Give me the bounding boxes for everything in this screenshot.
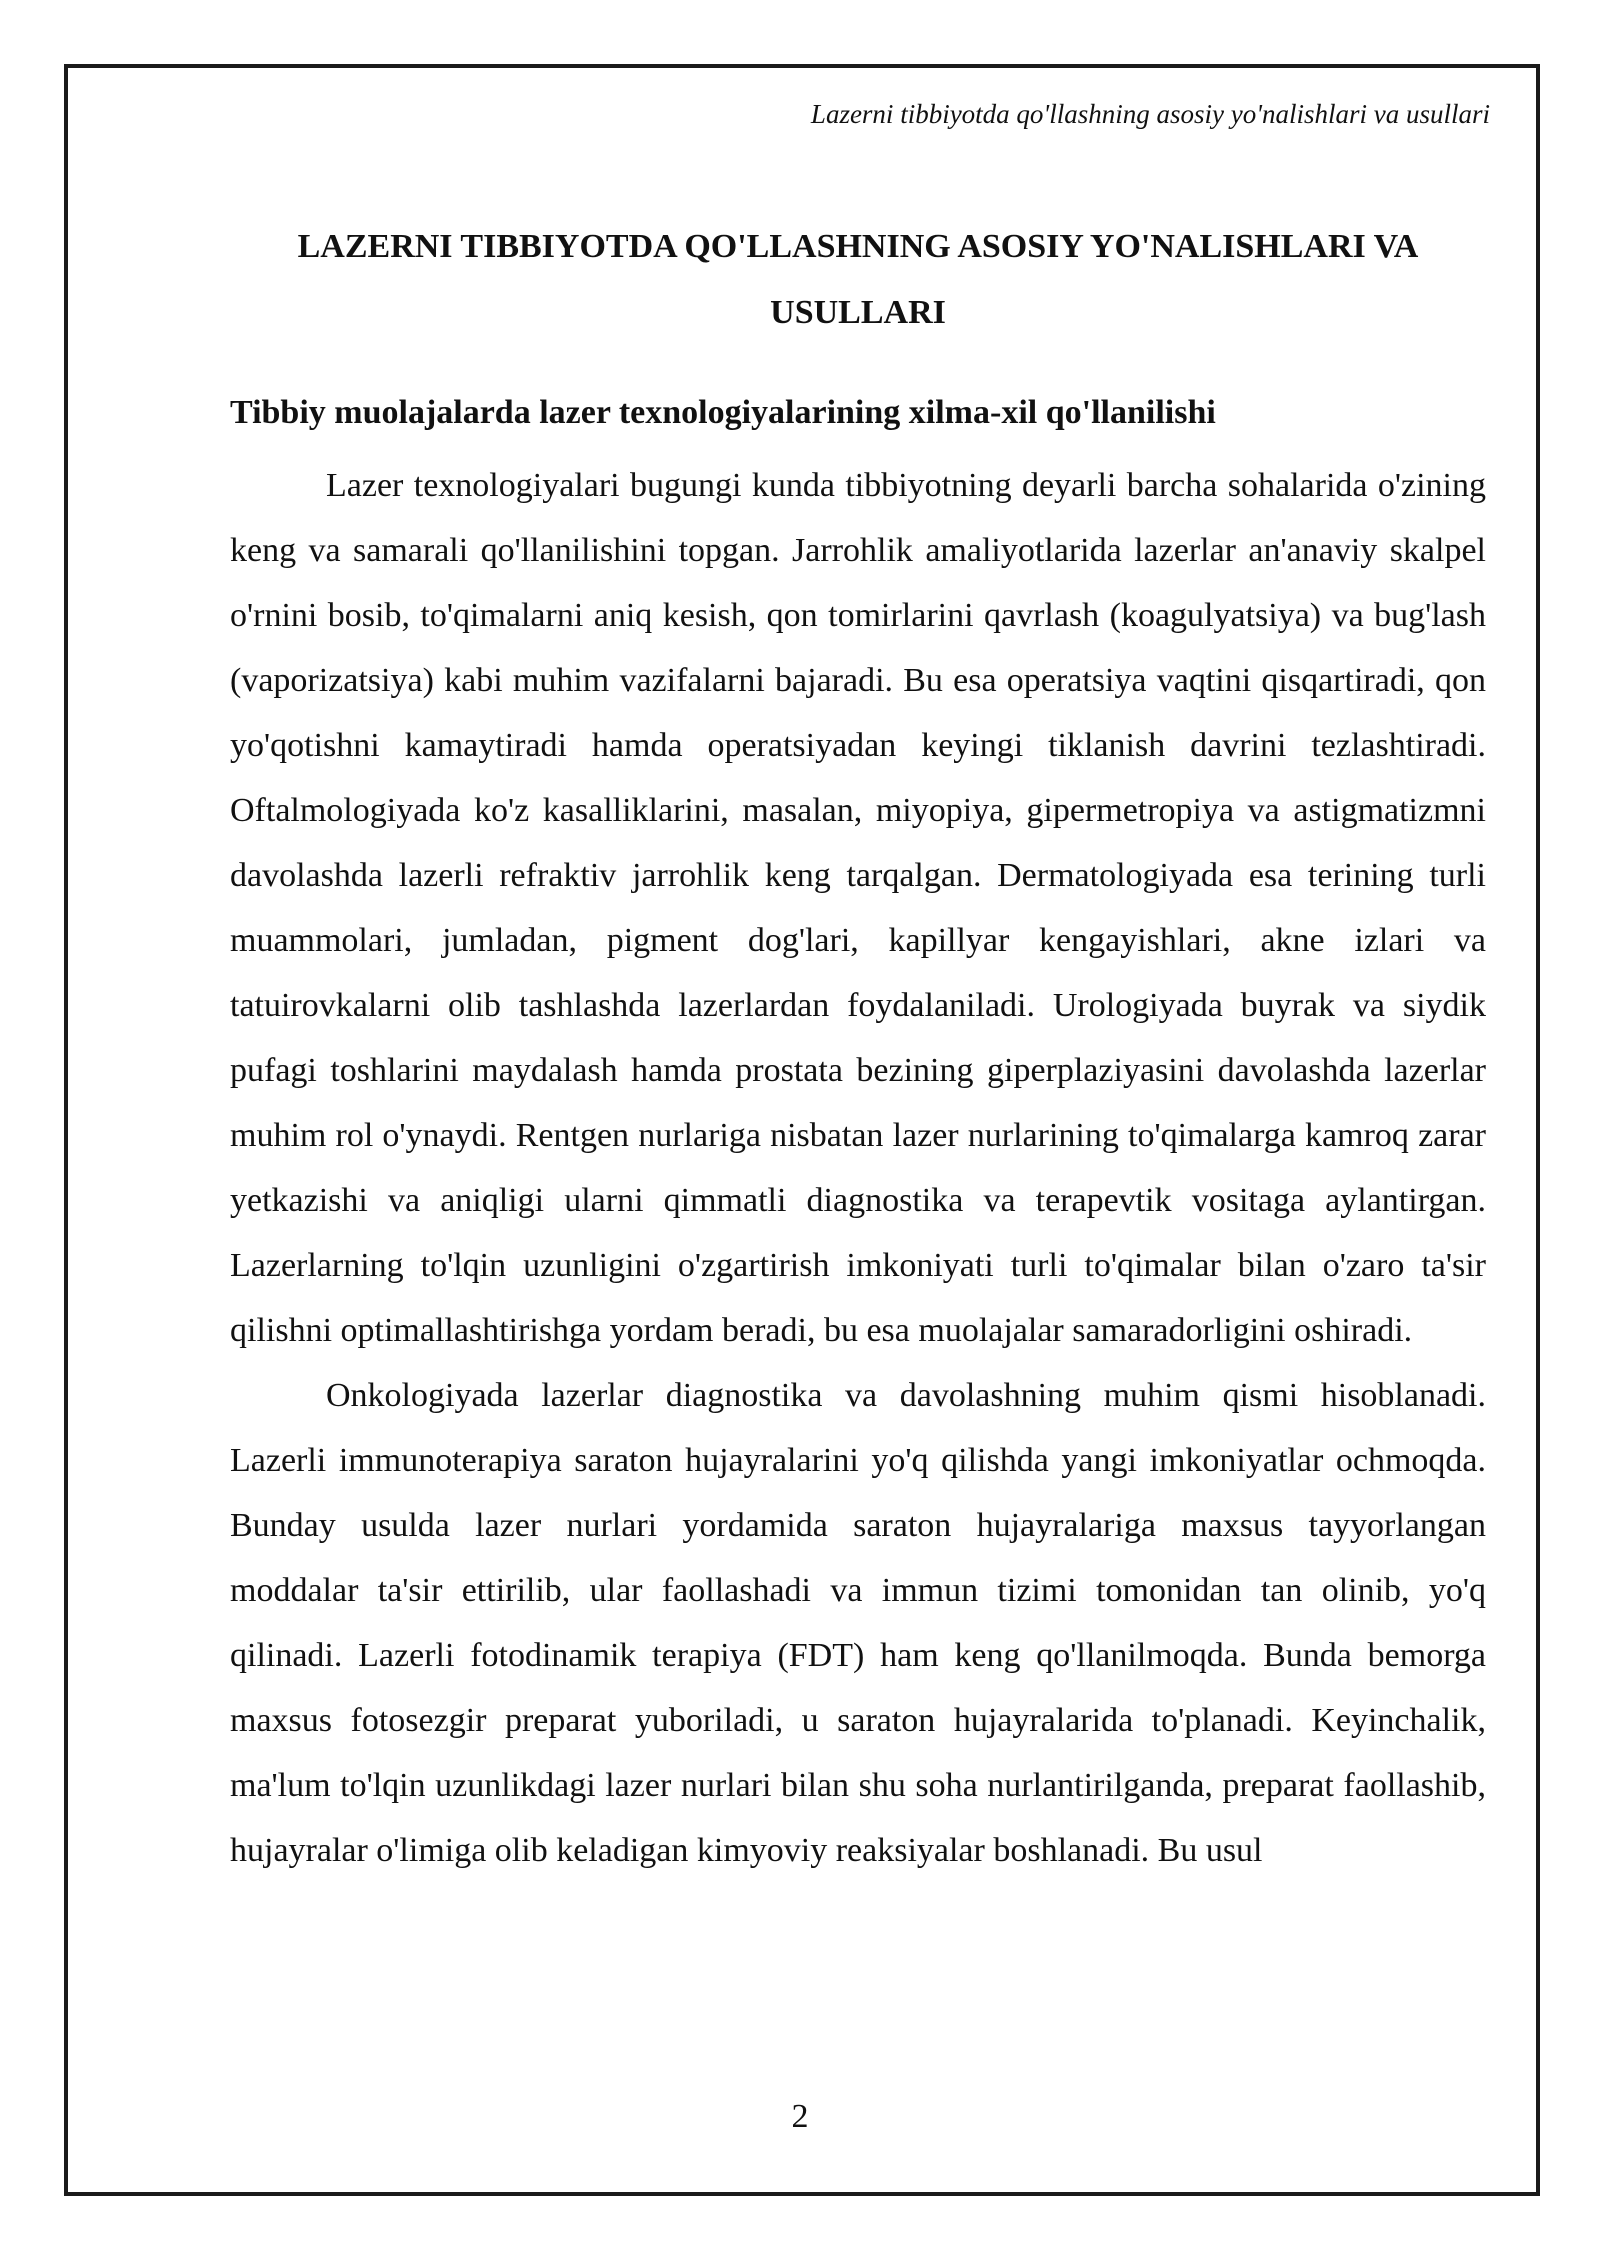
- body-paragraph: Lazer texnologiyalari bugungi kunda tibbiyotning deyarli barcha sohalarida o'zining keng va samarali qo'llanilishini topgan. Jarrohlik amaliyotlarida lazerlar an'anaviy skalpel o'rnini bosib, to'qimalarni aniq kesish, qon tomirlarini qavrlash (koagulyatsiya) va bug'lash (vaporizatsiya) kabi muhim vazifalarni bajaradi. Bu esa operatsiya vaqtini qisqartiradi, qon yo'qotishni kamaytiradi hamda operatsiyadan keyingi tiklanish davrini tezlashtiradi. Oftalmologiyada ko'z kasalliklarini, masalan, miyopiya, gipermetropiya va astigmatizmni davolashda lazerli refraktiv jarrohlik keng tarqalgan. Dermatologiyada esa terining turli muammolari, jumladan, pigment dog'lari, kapillyar kengayishlari, akne izlari va tatuirovkalarni olib tashlashda lazerlardan foydalaniladi. Urologiyada buyrak va siydik pufagi toshlarini maydalash hamda prostata bezining giperplaziyasini davolashda lazerlar muhim rol o'ynaydi. Rentgen nurlariga nisbatan lazer nurlarining to'qimalarga kamroq zarar yetkazishi va aniqligi ularni qimmatli diagnostika va terapevtik vositaga aylantirgan. Lazerlarning to'lqin uzunligini o'zgartirish imkoniyati turli to'qimalar bilan o'zaro ta'sir qilishni optimallashtirishga yordam beradi, bu esa muolajalar samaradorligini oshiradi.: [230, 467, 1486, 1349]
- document-title: LAZERNI TIBBIYOTDA QO'LLASHNING ASOSIY YO'NALISHLARI VA USULLARI: [297, 228, 1419, 331]
- body-paragraph: Onkologiyada lazerlar diagnostika va davolashning muhim qismi hisoblanadi. Lazerli immunoterapiya saraton hujayralarini yo'q qilishda yangi imkoniyatlar ochmoqda. Bunday usulda lazer nurlari yordamida saraton hujayralariga maxsus tayyorlangan moddalar ta'sir ettirilib, ular faollashadi va immun tizimi tomonidan tan olinib, yo'q qilinadi. Lazerli fotodinamik terapiya (FDT) ham keng qo'llanilmoqda. Bunda bemorga maxsus fotosezgir preparat yuboriladi, u saraton hujayralarida to'planadi. Keyinchalik, ma'lum to'lqin uzunlikdagi lazer nurlari bilan shu soha nurlantirilganda, preparat faollashib, hujayralar o'limiga olib keladigan kimyoviy reaksiyalar boshlanadi. Bu usul: [230, 1377, 1486, 1869]
- page-number: 2: [791, 2098, 809, 2135]
- page-body: [230, 214, 1486, 1883]
- running-header: Lazerni tibbiyotda qo'llashning asosiy yo'nalishlari va usullari: [810, 99, 1490, 129]
- section-heading: Tibbiy muolajalarda lazer texnologiyalarining xilma-xil qo'llanilishi: [230, 394, 1216, 431]
